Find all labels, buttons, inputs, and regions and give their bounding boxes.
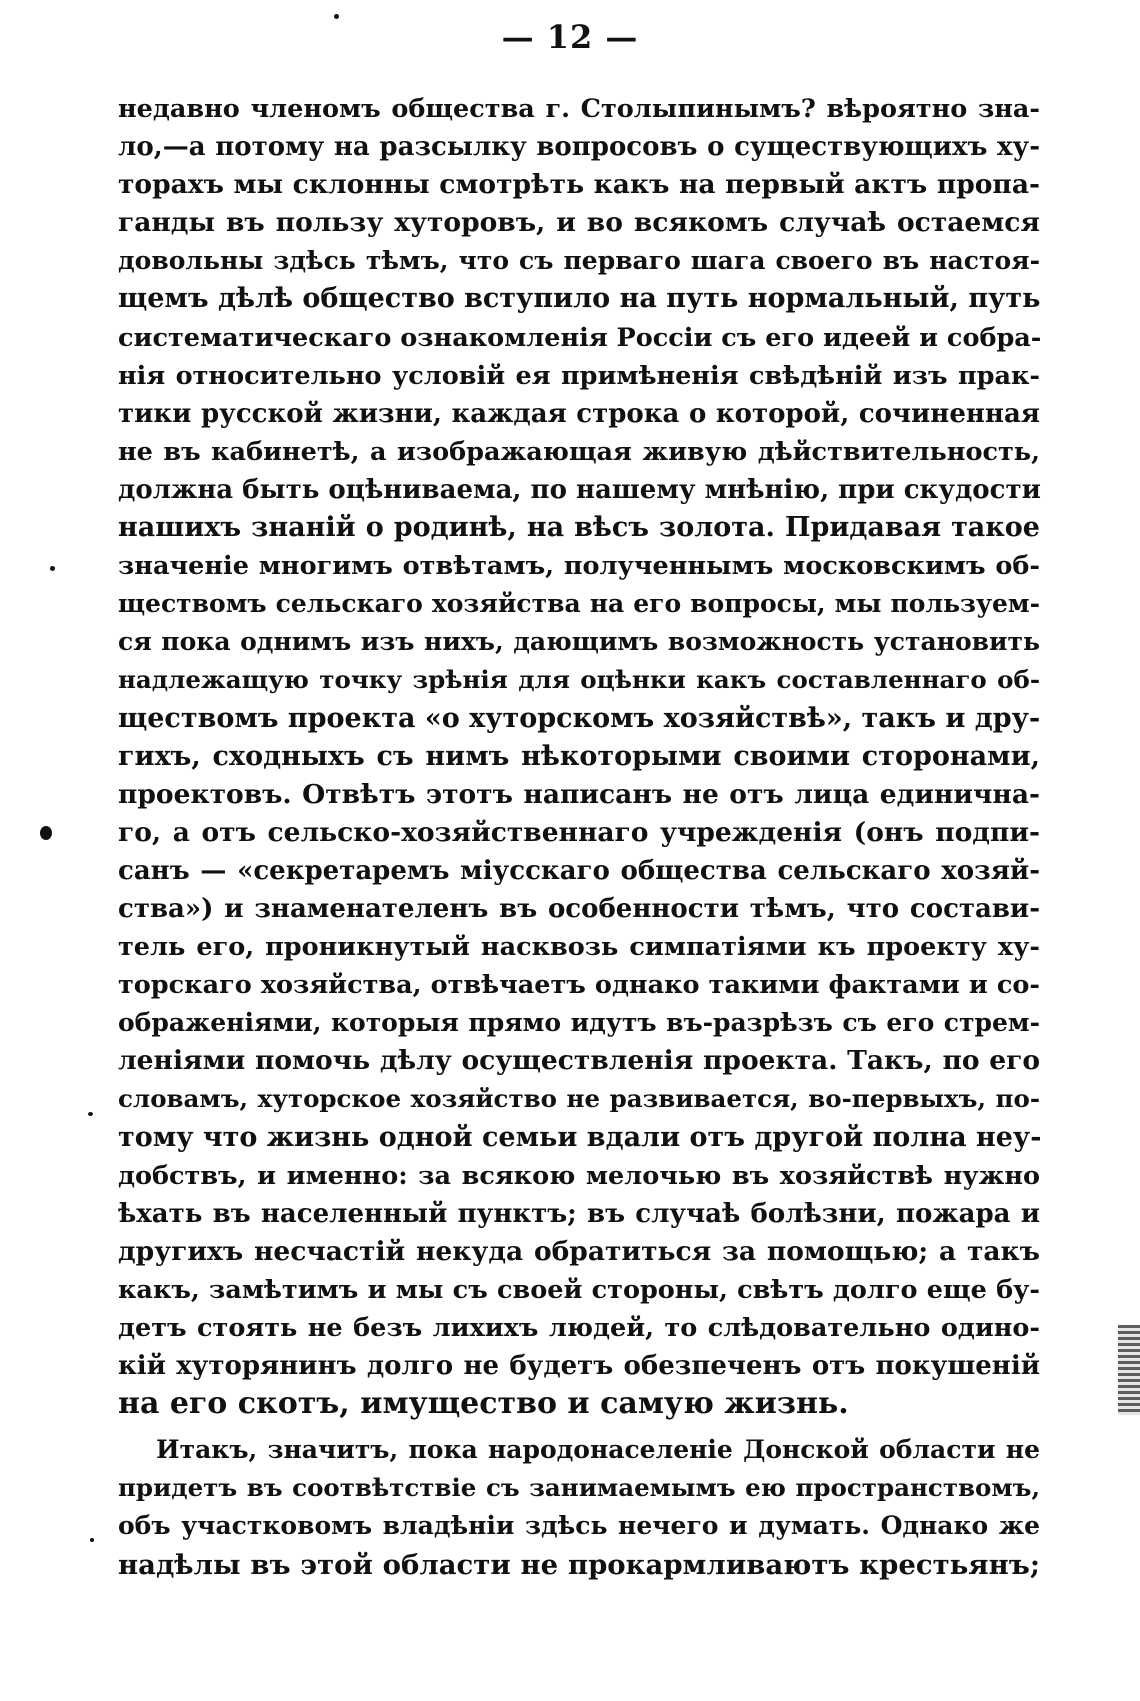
text-line: торахъ мы склонны смотрѣть какъ на первый актъ пропа- bbox=[118, 169, 1040, 201]
text-line: надѣлы въ этой области не прокармливаютъ крестьянъ; bbox=[118, 1548, 1040, 1581]
text-line: какъ, замѣтимъ и мы съ своей стороны, свѣтъ долго еще бу- bbox=[118, 1274, 1040, 1305]
text-line: добствъ, и именно: за всякою мелочью въ хозяйствѣ нужно bbox=[118, 1160, 1040, 1191]
text-line: довольны здѣсь тѣмъ, что съ перваго шага своего въ настоя- bbox=[118, 246, 1040, 276]
text-line: систематическаго ознакомленія Россіи съ его идеей и собра- bbox=[118, 322, 1042, 353]
text-line: щемъ дѣлѣ общество вступило на путь нормальный, путь bbox=[118, 283, 1041, 315]
ink-speck bbox=[90, 1538, 94, 1542]
text-line: кій хуторянинъ долго не будетъ обезпеченъ отъ покушеній bbox=[118, 1351, 1040, 1382]
text-line: на его скотъ, имущество и самую жизнь. bbox=[118, 1386, 849, 1422]
text-line: Итакъ, значитъ, пока народонаселеніе Донской области не bbox=[156, 1435, 1040, 1465]
paragraph-gap bbox=[118, 1423, 1040, 1431]
text-line: значеніе многимъ отвѣтамъ, полученнымъ московскимъ об- bbox=[118, 551, 1040, 582]
text-line: нашихъ знаній о родинѣ, на вѣсъ золота. Придавая такое bbox=[118, 512, 1040, 544]
text-line: придетъ въ соотвѣтствіе съ занимаемымъ ею пространствомъ, bbox=[118, 1473, 1040, 1503]
text-line: недавно членомъ общества г. Столыпинымъ? вѣроятно зна- bbox=[118, 94, 1040, 124]
text-line: объ участковомъ владѣніи здѣсь нечего и думать. Однако же bbox=[118, 1511, 1040, 1541]
ink-speck bbox=[88, 1112, 93, 1116]
text-line: ся пока однимъ изъ нихъ, дающимъ возможность установить bbox=[118, 627, 1040, 657]
text-line: тому что жизнь одной семьи вдали отъ другой полна неу- bbox=[118, 1121, 1042, 1153]
text-line: тель его, проникнутый насквозь симпатіями къ проекту ху- bbox=[118, 932, 1040, 963]
text-line: го, а отъ сельско-хозяйственнаго учрежденія (онъ подпи- bbox=[118, 816, 1040, 848]
text-line: проектовъ. Отвѣтъ этотъ написанъ не отъ лица единична- bbox=[118, 778, 1040, 810]
text-line: ображеніями, которыя прямо идутъ въ-разрѣзъ съ его стрем- bbox=[118, 1008, 1040, 1038]
text-line: ства») и знаменателенъ въ особенности тѣмъ, что состави- bbox=[118, 893, 1040, 924]
page-body bbox=[118, 90, 1040, 1584]
margin-blot bbox=[1118, 1325, 1140, 1415]
text-line: детъ стоять не безъ лихихъ людей, то слѣдовательно одино- bbox=[118, 1313, 1040, 1343]
ink-speck bbox=[40, 826, 52, 840]
text-line: надлежащую точку зрѣнія для оцѣнки какъ составленнаго об- bbox=[118, 665, 1040, 695]
text-line: ѣхать въ населенный пунктъ; въ случаѣ болѣзни, пожара и bbox=[118, 1198, 1040, 1229]
text-line: должна быть оцѣниваема, по нашему мнѣнію, при скудости bbox=[118, 474, 1041, 505]
text-line: ло,—а потому на разсылку вопросовъ о существующихъ ху- bbox=[118, 132, 1040, 163]
text-line: санъ — «секретаремъ міусскаго общества сельскаго хозяй- bbox=[118, 855, 1040, 886]
text-line: тики русской жизни, каждая строка о которой, сочиненная bbox=[118, 398, 1040, 429]
text-line: ществомъ проекта «о хуторскомъ хозяйствѣ», такъ и дру- bbox=[118, 702, 1041, 734]
text-line: гихъ, сходныхъ съ нимъ нѣкоторыми своими сторонами, bbox=[118, 740, 1040, 772]
text-line: ществомъ сельскаго хозяйства на его вопросы, мы пользуем- bbox=[118, 589, 1040, 619]
text-line: не въ кабинетѣ, а изображающая живую дѣйствительность, bbox=[118, 436, 1040, 467]
ink-speck bbox=[334, 14, 339, 19]
page-number: — 12 — bbox=[501, 18, 639, 56]
text-line: ганды въ пользу хуторовъ, и во всякомъ случаѣ остаемся bbox=[118, 207, 1040, 239]
paragraph-1 bbox=[118, 90, 1040, 1423]
text-line: другихъ несчастій некуда обратиться за помощью; а такъ bbox=[118, 1235, 1040, 1267]
paragraph-2 bbox=[118, 1431, 1040, 1583]
ink-speck bbox=[50, 566, 55, 571]
text-line: леніями помочь дѣлу осуществленія проекта. Такъ, по его bbox=[118, 1045, 1040, 1077]
text-line: торскаго хозяйства, отвѣчаетъ однако такими фактами и со- bbox=[118, 970, 1040, 1001]
text-line: словамъ, хуторское хозяйство не развивается, во-первыхъ, по- bbox=[118, 1084, 1040, 1114]
text-line: нія относительно условій ея примѣненія свѣдѣній изъ прак- bbox=[118, 360, 1040, 391]
